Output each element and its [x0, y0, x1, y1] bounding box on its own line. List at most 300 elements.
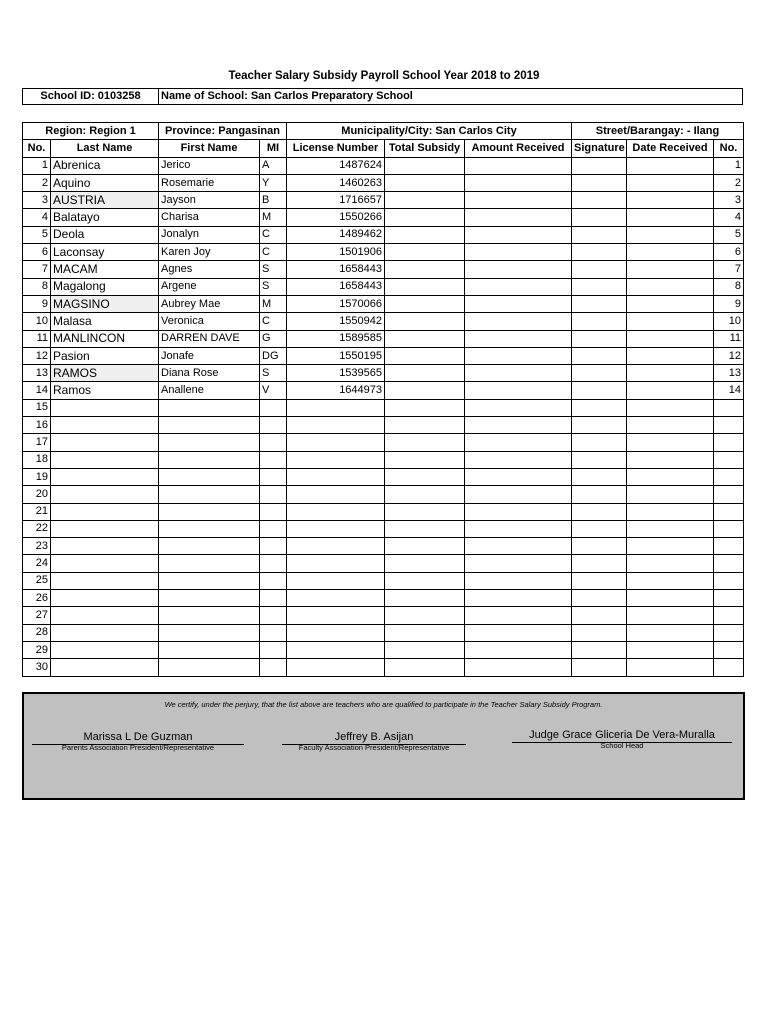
license-number-cell [287, 468, 385, 485]
first-name-cell [159, 659, 260, 676]
date-received-cell [627, 347, 714, 364]
row-number-right [714, 399, 744, 416]
total-subsidy-cell [385, 209, 465, 226]
table-row [23, 313, 744, 330]
date-received-cell [627, 590, 714, 607]
first-name-cell [159, 503, 260, 520]
last-name-cell [51, 399, 159, 416]
row-number-right: 5 [714, 226, 744, 243]
total-subsidy-cell [385, 226, 465, 243]
amount-received-cell [465, 451, 572, 468]
region-label: Region: Region 1 [23, 123, 159, 140]
row-number: 11 [23, 330, 51, 347]
row-number: 16 [23, 417, 51, 434]
total-subsidy-cell [385, 607, 465, 624]
table-row [23, 399, 744, 416]
row-number-right [714, 434, 744, 451]
first-name-cell: Veronica [159, 313, 260, 330]
mi-cell: B [260, 192, 287, 209]
total-subsidy-cell [385, 157, 465, 174]
total-subsidy-cell [385, 468, 465, 485]
license-number-cell: 1658443 [287, 261, 385, 278]
license-number-cell [287, 572, 385, 589]
date-received-cell [627, 157, 714, 174]
amount-received-cell [465, 226, 572, 243]
date-received-cell [627, 295, 714, 312]
amount-received-cell [465, 192, 572, 209]
school-info-table [22, 88, 743, 105]
first-name-cell [159, 555, 260, 572]
amount-received-cell [465, 209, 572, 226]
license-number-cell [287, 624, 385, 641]
signatory-faculty [282, 731, 466, 752]
total-subsidy-cell [385, 244, 465, 261]
row-number-right [714, 503, 744, 520]
mi-cell: V [260, 382, 287, 399]
signature-cell [572, 434, 627, 451]
row-number: 14 [23, 382, 51, 399]
school-name: Name of School: San Carlos Preparatory School [159, 89, 743, 105]
last-name-cell: AUSTRIA [51, 192, 159, 209]
date-received-cell [627, 330, 714, 347]
amount-received-cell [465, 399, 572, 416]
row-number-right [714, 659, 744, 676]
total-subsidy-cell [385, 174, 465, 191]
last-name-cell [51, 520, 159, 537]
date-received-cell [627, 641, 714, 658]
header-total-subsidy: Total Subsidy [385, 140, 465, 157]
row-number: 6 [23, 244, 51, 261]
row-number: 4 [23, 209, 51, 226]
row-number-right [714, 624, 744, 641]
table-row [23, 451, 744, 468]
signature-cell [572, 451, 627, 468]
row-number: 21 [23, 503, 51, 520]
mi-cell [260, 641, 287, 658]
date-received-cell [627, 399, 714, 416]
signature-cell [572, 157, 627, 174]
table-row [23, 641, 744, 658]
table-row [23, 659, 744, 676]
total-subsidy-cell [385, 538, 465, 555]
row-number: 26 [23, 590, 51, 607]
date-received-cell [627, 313, 714, 330]
license-number-cell: 1501906 [287, 244, 385, 261]
license-number-cell [287, 659, 385, 676]
table-row [23, 295, 744, 312]
last-name-cell: Magalong [51, 278, 159, 295]
row-number-right [714, 520, 744, 537]
row-number-right: 6 [714, 244, 744, 261]
mi-cell: S [260, 278, 287, 295]
date-received-cell [627, 624, 714, 641]
signature-cell [572, 365, 627, 382]
header-license-number: License Number [287, 140, 385, 157]
total-subsidy-cell [385, 486, 465, 503]
total-subsidy-cell [385, 313, 465, 330]
mi-cell: A [260, 157, 287, 174]
license-number-cell: 1644973 [287, 382, 385, 399]
table-row [23, 417, 744, 434]
amount-received-cell [465, 244, 572, 261]
signature-cell [572, 174, 627, 191]
total-subsidy-cell [385, 572, 465, 589]
school-id: School ID: 0103258 [23, 89, 159, 105]
amount-received-cell [465, 503, 572, 520]
row-number: 10 [23, 313, 51, 330]
first-name-cell [159, 641, 260, 658]
header-no: No. [23, 140, 51, 157]
first-name-cell: DARREN DAVE [159, 330, 260, 347]
signature-cell [572, 347, 627, 364]
license-number-cell: 1460263 [287, 174, 385, 191]
license-number-cell [287, 503, 385, 520]
row-number-right [714, 607, 744, 624]
barangay-label: Street/Barangay: - Ilang [572, 123, 744, 140]
table-row [23, 520, 744, 537]
row-number-right [714, 486, 744, 503]
table-row [23, 572, 744, 589]
last-name-cell: Ramos [51, 382, 159, 399]
last-name-cell: MANLINCON [51, 330, 159, 347]
header-no-right: No. [714, 140, 744, 157]
total-subsidy-cell [385, 659, 465, 676]
date-received-cell [627, 226, 714, 243]
signatory-role: School Head [600, 741, 644, 750]
row-number-right: 12 [714, 347, 744, 364]
total-subsidy-cell [385, 417, 465, 434]
page-title: Teacher Salary Subsidy Payroll School Year 2018 to 2019 [228, 70, 540, 82]
last-name-cell: Laconsay [51, 244, 159, 261]
table-row [23, 590, 744, 607]
province-label: Province: Pangasinan [159, 123, 287, 140]
signatory-name: Jeffrey B. Asijan [334, 731, 414, 743]
table-row [23, 555, 744, 572]
row-number-right [714, 538, 744, 555]
amount-received-cell [465, 468, 572, 485]
mi-cell [260, 520, 287, 537]
row-number: 2 [23, 174, 51, 191]
license-number-cell [287, 641, 385, 658]
last-name-cell [51, 624, 159, 641]
signatory-role: Faculty Association President/Representative [298, 743, 450, 752]
last-name-cell: Balatayo [51, 209, 159, 226]
row-number: 25 [23, 572, 51, 589]
header-date-received: Date Received [627, 140, 714, 157]
mi-cell: G [260, 330, 287, 347]
payroll-table [22, 122, 744, 677]
license-number-cell: 1716657 [287, 192, 385, 209]
signature-cell [572, 468, 627, 485]
signature-cell [572, 399, 627, 416]
first-name-cell: Agnes [159, 261, 260, 278]
table-row [23, 347, 744, 364]
license-number-cell [287, 607, 385, 624]
table-row [23, 244, 744, 261]
first-name-cell: Karen Joy [159, 244, 260, 261]
license-number-cell [287, 590, 385, 607]
row-number: 15 [23, 399, 51, 416]
mi-cell [260, 468, 287, 485]
last-name-cell [51, 486, 159, 503]
mi-cell [260, 572, 287, 589]
row-number: 9 [23, 295, 51, 312]
total-subsidy-cell [385, 365, 465, 382]
row-number: 19 [23, 468, 51, 485]
row-number: 8 [23, 278, 51, 295]
first-name-cell: Jonafe [159, 347, 260, 364]
date-received-cell [627, 520, 714, 537]
table-row [23, 624, 744, 641]
license-number-cell: 1487624 [287, 157, 385, 174]
signature-cell [572, 417, 627, 434]
first-name-cell [159, 486, 260, 503]
amount-received-cell [465, 607, 572, 624]
signature-cell [572, 659, 627, 676]
total-subsidy-cell [385, 555, 465, 572]
amount-received-cell [465, 261, 572, 278]
table-row [23, 468, 744, 485]
row-number: 12 [23, 347, 51, 364]
row-number-right: 3 [714, 192, 744, 209]
mi-cell [260, 417, 287, 434]
signature-cell [572, 244, 627, 261]
total-subsidy-cell [385, 520, 465, 537]
amount-received-cell [465, 295, 572, 312]
last-name-cell: Pasion [51, 347, 159, 364]
last-name-cell: MAGSINO [51, 295, 159, 312]
amount-received-cell [465, 330, 572, 347]
date-received-cell [627, 486, 714, 503]
signature-cell [572, 382, 627, 399]
first-name-cell [159, 624, 260, 641]
amount-received-cell [465, 659, 572, 676]
row-number: 7 [23, 261, 51, 278]
license-number-cell: 1550942 [287, 313, 385, 330]
license-number-cell: 1570066 [287, 295, 385, 312]
municipality-label: Municipality/City: San Carlos City [287, 123, 572, 140]
amount-received-cell [465, 486, 572, 503]
header-signature: Signature [572, 140, 627, 157]
table-row [23, 365, 744, 382]
date-received-cell [627, 451, 714, 468]
row-number: 1 [23, 157, 51, 174]
row-number: 18 [23, 451, 51, 468]
total-subsidy-cell [385, 641, 465, 658]
row-number-right [714, 451, 744, 468]
certification-text: We certify, under the perjury, that the list above are teachers who are qualified to participate in the Teacher Salary Subsidy Program. [164, 700, 603, 709]
license-number-cell [287, 434, 385, 451]
date-received-cell [627, 365, 714, 382]
last-name-cell [51, 590, 159, 607]
row-number-right: 9 [714, 295, 744, 312]
row-number-right: 13 [714, 365, 744, 382]
mi-cell: Y [260, 174, 287, 191]
license-number-cell [287, 555, 385, 572]
last-name-cell: RAMOS [51, 365, 159, 382]
row-number: 30 [23, 659, 51, 676]
mi-cell: M [260, 209, 287, 226]
total-subsidy-cell [385, 382, 465, 399]
signature-cell [572, 226, 627, 243]
mi-cell [260, 659, 287, 676]
table-row [23, 261, 744, 278]
amount-received-cell [465, 365, 572, 382]
license-number-cell: 1539565 [287, 365, 385, 382]
mi-cell [260, 434, 287, 451]
amount-received-cell [465, 590, 572, 607]
amount-received-cell [465, 278, 572, 295]
row-number-right [714, 555, 744, 572]
column-header-row [23, 140, 744, 157]
signature-cell [572, 607, 627, 624]
license-number-cell: 1658443 [287, 278, 385, 295]
signature-cell [572, 624, 627, 641]
first-name-cell: Jayson [159, 192, 260, 209]
mi-cell [260, 607, 287, 624]
last-name-cell [51, 468, 159, 485]
first-name-cell [159, 590, 260, 607]
first-name-cell [159, 399, 260, 416]
license-number-cell [287, 417, 385, 434]
table-row [23, 226, 744, 243]
date-received-cell [627, 382, 714, 399]
row-number: 22 [23, 520, 51, 537]
first-name-cell [159, 538, 260, 555]
payroll-rows [23, 157, 744, 676]
first-name-cell [159, 417, 260, 434]
amount-received-cell [465, 157, 572, 174]
table-row [23, 330, 744, 347]
table-row [23, 503, 744, 520]
date-received-cell [627, 192, 714, 209]
mi-cell: C [260, 244, 287, 261]
first-name-cell: Diana Rose [159, 365, 260, 382]
table-row [23, 209, 744, 226]
table-row [23, 486, 744, 503]
row-number: 13 [23, 365, 51, 382]
row-number-right: 7 [714, 261, 744, 278]
mi-cell [260, 555, 287, 572]
row-number-right [714, 590, 744, 607]
first-name-cell: Rosemarie [159, 174, 260, 191]
mi-cell: S [260, 261, 287, 278]
signature-cell [572, 486, 627, 503]
last-name-cell [51, 451, 159, 468]
row-number-right: 4 [714, 209, 744, 226]
first-name-cell [159, 520, 260, 537]
row-number-right: 10 [714, 313, 744, 330]
row-number-right [714, 572, 744, 589]
total-subsidy-cell [385, 295, 465, 312]
amount-received-cell [465, 538, 572, 555]
total-subsidy-cell [385, 451, 465, 468]
header-first-name: First Name [159, 140, 260, 157]
mi-cell [260, 451, 287, 468]
date-received-cell [627, 209, 714, 226]
table-row [23, 157, 744, 174]
first-name-cell: Charisa [159, 209, 260, 226]
row-number: 29 [23, 641, 51, 658]
certification-box [22, 692, 745, 800]
date-received-cell [627, 174, 714, 191]
license-number-cell [287, 520, 385, 537]
first-name-cell [159, 434, 260, 451]
last-name-cell: MACAM [51, 261, 159, 278]
amount-received-cell [465, 520, 572, 537]
amount-received-cell [465, 555, 572, 572]
signatory-parents [32, 731, 244, 752]
date-received-cell [627, 572, 714, 589]
license-number-cell [287, 399, 385, 416]
date-received-cell [627, 555, 714, 572]
last-name-cell [51, 641, 159, 658]
row-number-right: 8 [714, 278, 744, 295]
mi-cell: C [260, 313, 287, 330]
signature-cell [572, 538, 627, 555]
row-number-right: 1 [714, 157, 744, 174]
last-name-cell [51, 538, 159, 555]
row-number-right [714, 417, 744, 434]
signature-cell [572, 261, 627, 278]
license-number-cell: 1550266 [287, 209, 385, 226]
mi-cell: S [260, 365, 287, 382]
mi-cell [260, 503, 287, 520]
last-name-cell: Abrenica [51, 157, 159, 174]
table-row [23, 434, 744, 451]
date-received-cell [627, 468, 714, 485]
amount-received-cell [465, 641, 572, 658]
row-number-right: 14 [714, 382, 744, 399]
total-subsidy-cell [385, 347, 465, 364]
total-subsidy-cell [385, 192, 465, 209]
row-number-right [714, 468, 744, 485]
header-amount-received: Amount Received [465, 140, 572, 157]
first-name-cell [159, 572, 260, 589]
table-row [23, 382, 744, 399]
signature-cell [572, 295, 627, 312]
first-name-cell [159, 607, 260, 624]
last-name-cell [51, 417, 159, 434]
signatory-school-head [512, 729, 732, 750]
table-row [23, 192, 744, 209]
last-name-cell [51, 555, 159, 572]
header-mi: MI [260, 140, 287, 157]
signature-cell [572, 572, 627, 589]
license-number-cell [287, 486, 385, 503]
date-received-cell [627, 261, 714, 278]
first-name-cell: Anallene [159, 382, 260, 399]
last-name-cell [51, 434, 159, 451]
last-name-cell: Aquino [51, 174, 159, 191]
row-number: 24 [23, 555, 51, 572]
total-subsidy-cell [385, 590, 465, 607]
first-name-cell [159, 451, 260, 468]
license-number-cell: 1550195 [287, 347, 385, 364]
table-row [23, 278, 744, 295]
first-name-cell [159, 468, 260, 485]
row-number: 23 [23, 538, 51, 555]
first-name-cell: Argene [159, 278, 260, 295]
row-number-right: 11 [714, 330, 744, 347]
signature-cell [572, 278, 627, 295]
license-number-cell [287, 538, 385, 555]
row-number: 20 [23, 486, 51, 503]
total-subsidy-cell [385, 624, 465, 641]
signature-cell [572, 209, 627, 226]
date-received-cell [627, 278, 714, 295]
header-last-name: Last Name [51, 140, 159, 157]
